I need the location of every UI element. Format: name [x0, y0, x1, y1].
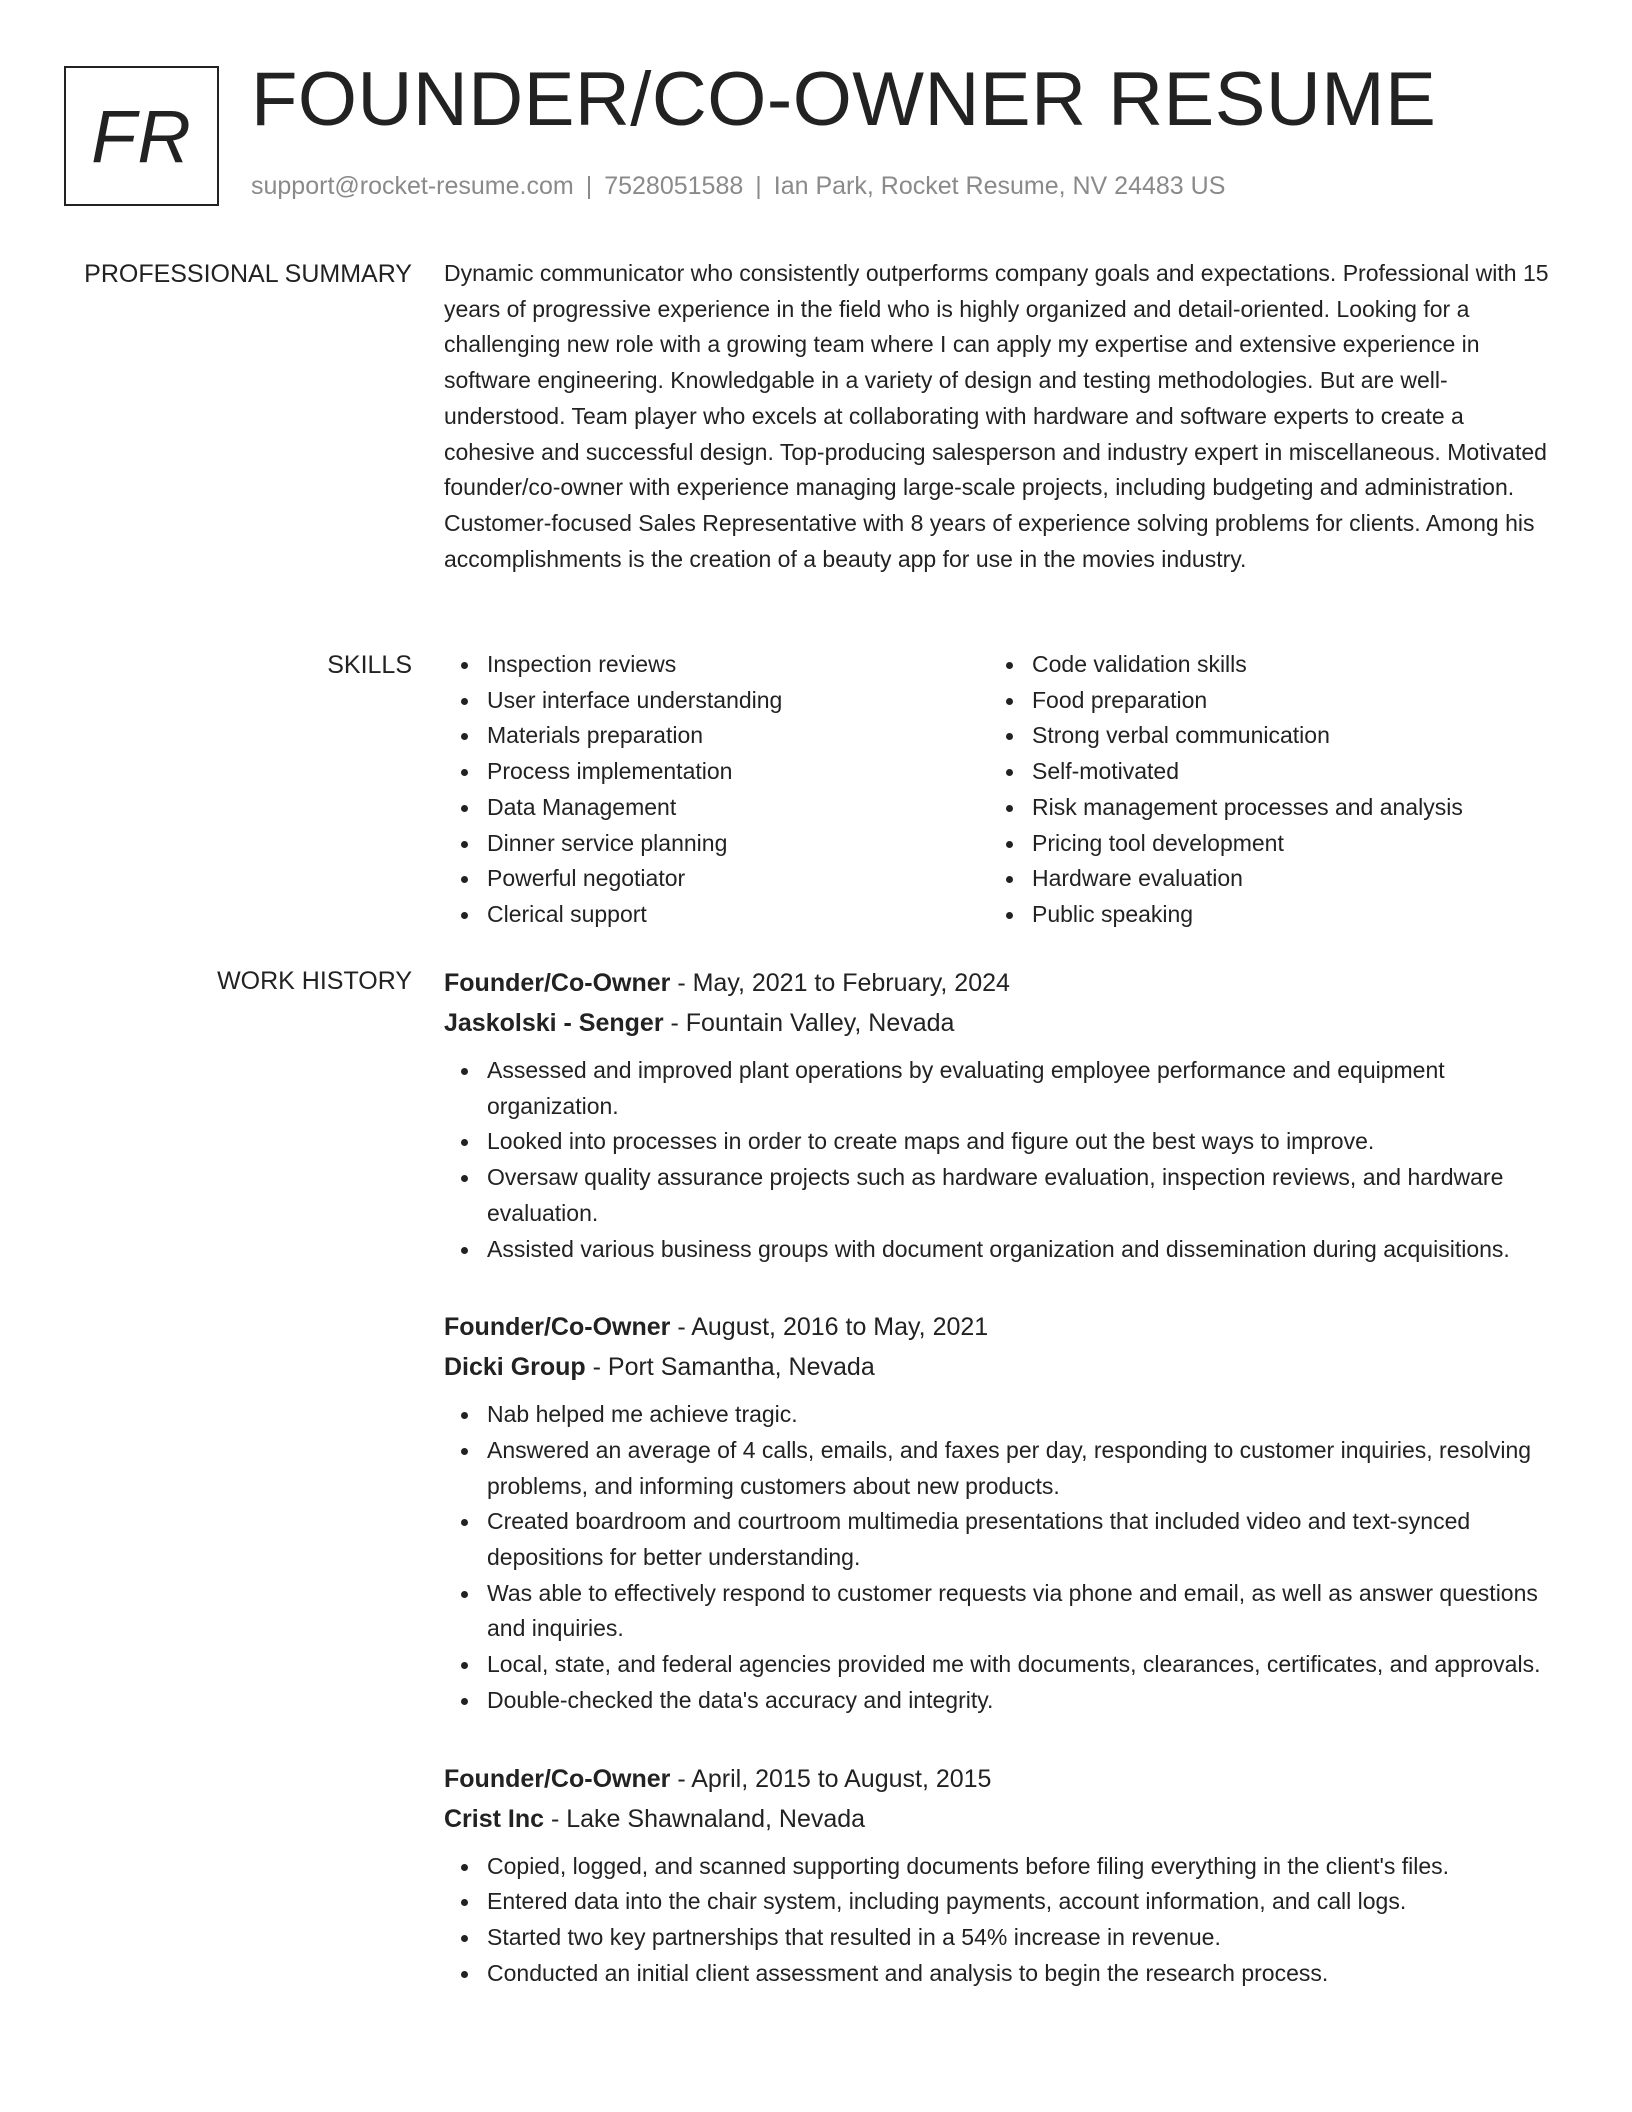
skill-item: Risk management processes and analysis: [1032, 790, 1534, 826]
resume-title: FOUNDER/CO-OWNER RESUME: [251, 57, 1437, 142]
job-company: Crist Inc: [444, 1804, 545, 1833]
job-bullet: Looked into processes in order to create maps and figure out the best ways to improve.: [487, 1124, 1554, 1160]
work-history-heading: WORK HISTORY: [217, 967, 412, 995]
work-history-body: [444, 963, 1554, 2031]
job-bullet: Copied, logged, and scanned supporting documents before filing everything in the client's files.: [487, 1849, 1554, 1885]
skill-item: Process implementation: [487, 754, 989, 790]
contact-address: Ian Park, Rocket Resume, NV 24483 US: [773, 172, 1226, 200]
skill-item: Pricing tool development: [1032, 826, 1534, 862]
job-dates: - August, 2016 to May, 2021: [670, 1313, 989, 1342]
contact-phone: 7528051588: [604, 172, 744, 200]
job-role: Founder/Co-Owner: [444, 969, 671, 997]
job-title-line: [444, 1307, 1554, 1347]
skills-list-right: [989, 647, 1534, 933]
skill-item: Powerful negotiator: [487, 861, 989, 897]
skill-item: User interface understanding: [487, 683, 989, 719]
job-bullet: Oversaw quality assurance projects such as hardware evaluation, inspection reviews, and hardware evaluation.: [487, 1160, 1554, 1231]
summary-text: Dynamic communicator who consistently outperforms company goals and expectations. Professional with 15 years of progressive experience in the field who is highly organized and detail-oriented. Looking for a challenging new role with a growing team where I can apply my expertise and extensive experience in software engineering. Knowledgable in a variety of design and testing methodologies. But are well-understood. Team player who excels at collaborating with hardware and software experts to create a cohesive and successful design. Top-producing salesperson and industry expert in miscellaneous. Motivated founder/co-owner with experience managing large-scale projects, including budgeting and administration. Customer-focused Sales Representative with 8 years of experience solving problems for clients. Among his accomplishments is the creation of a beauty app for use in the movies industry.: [444, 260, 1549, 572]
job-bullet: Conducted an initial client assessment and analysis to begin the research process.: [487, 1956, 1554, 1992]
skill-item: Code validation skills: [1032, 647, 1534, 683]
job-entry: [444, 963, 1554, 1267]
skill-item: Materials preparation: [487, 718, 989, 754]
skill-item: Strong verbal communication: [1032, 718, 1534, 754]
job-entry: [444, 1307, 1554, 1718]
job-dates: - May, 2021 to February, 2024: [670, 969, 1010, 997]
summary-body: [444, 256, 1554, 577]
job-bullet: Answered an average of 4 calls, emails, and faxes per day, responding to customer inquiries, resolving problems, and informing customers about new products.: [487, 1433, 1554, 1504]
job-bullet: Started two key partnerships that resulted in a 54% increase in revenue.: [487, 1920, 1554, 1956]
job-bullet: Nab helped me achieve tragic.: [487, 1397, 1554, 1433]
job-company-line: [444, 1799, 1554, 1839]
skill-item: Dinner service planning: [487, 826, 989, 862]
job-bullet: Assisted various business groups with document organization and dissemination during acquisitions.: [487, 1232, 1554, 1268]
job-company-line: [444, 1003, 1554, 1043]
skill-item: Inspection reviews: [487, 647, 989, 683]
job-bullet: Was able to effectively respond to customer requests via phone and email, as well as answer questions and inquiries.: [487, 1576, 1554, 1647]
skill-item: Food preparation: [1032, 683, 1534, 719]
job-company-line: [444, 1347, 1554, 1387]
skills-body: [444, 647, 1554, 933]
monogram-box: [64, 66, 219, 206]
skill-item: Data Management: [487, 790, 989, 826]
job-title-line: [444, 963, 1554, 1003]
job-bullets: [444, 1849, 1554, 1992]
job-dates: - April, 2015 to August, 2015: [670, 1764, 992, 1793]
contact-email: support@rocket-resume.com: [251, 172, 574, 200]
skill-item: Clerical support: [487, 897, 989, 933]
job-role: Founder/Co-Owner: [444, 1764, 671, 1793]
monogram-initials: FR: [91, 94, 192, 178]
job-bullet: Created boardroom and courtroom multimedia presentations that included video and text-synced depositions for better understanding.: [487, 1504, 1554, 1575]
job-title-line: [444, 1759, 1554, 1799]
job-bullets: [444, 1397, 1554, 1718]
job-location: - Port Samantha, Nevada: [585, 1353, 875, 1382]
skill-item: Public speaking: [1032, 897, 1534, 933]
job-company: Jaskolski - Senger: [444, 1009, 664, 1037]
job-bullet: Entered data into the chair system, including payments, account information, and call logs.: [487, 1884, 1554, 1920]
skills-list-left: [444, 647, 989, 933]
job-bullet: Assessed and improved plant operations by evaluating employee performance and equipment organization.: [487, 1053, 1554, 1124]
job-bullets: [444, 1053, 1554, 1267]
skill-item: Hardware evaluation: [1032, 861, 1534, 897]
contact-line: [251, 172, 1225, 201]
job-bullet: Double-checked the data's accuracy and integrity.: [487, 1683, 1554, 1719]
skill-item: Self-motivated: [1032, 754, 1534, 790]
job-bullet: Local, state, and federal agencies provided me with documents, clearances, certificates, and approvals.: [487, 1647, 1554, 1683]
job-company: Dicki Group: [444, 1353, 586, 1382]
contact-separator: |: [755, 172, 762, 200]
skills-heading: SKILLS: [327, 651, 412, 679]
job-location: - Fountain Valley, Nevada: [663, 1009, 955, 1037]
job-location: - Lake Shawnaland, Nevada: [544, 1804, 866, 1833]
job-entry: [444, 1759, 1554, 1992]
contact-separator: |: [585, 172, 593, 200]
job-role: Founder/Co-Owner: [444, 1313, 671, 1342]
summary-heading: PROFESSIONAL SUMMARY: [84, 260, 412, 288]
